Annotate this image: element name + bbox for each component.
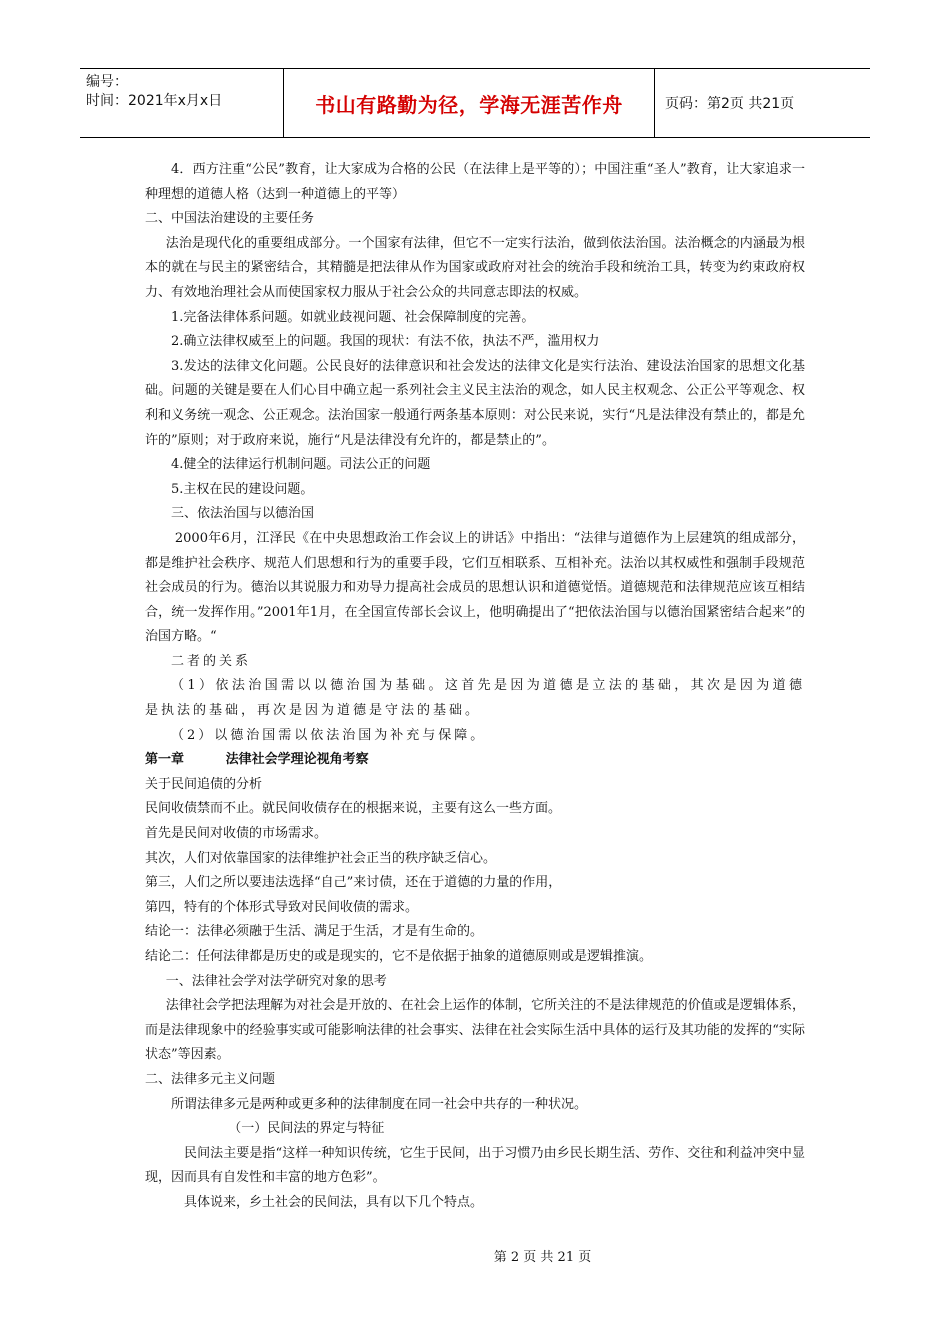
section-heading: 一、法律社会学对法学研究对象的思考	[165, 973, 387, 989]
document-number-label: 编号：	[86, 74, 128, 90]
page-header	[80, 68, 870, 138]
paragraph: 结论一：法律必须融于生活、满足于生活，才是有生命的。	[145, 924, 484, 940]
section-heading: 二、中国法治建设的主要任务	[145, 211, 315, 227]
paragraph: 民间收债禁而不止。就民间收债存在的根据来说，主要有这么一些方面。	[145, 801, 562, 817]
document-body	[145, 158, 805, 1216]
paragraph: （1）依法治国需以以德治国为基础。这首先是因为道德是立法的基础，其次是因为道德是执法的基础，再次是因为道德是守法的基础。	[145, 678, 805, 719]
paragraph: 关于民间追债的分析	[145, 776, 263, 792]
paragraph: 首先是民间对收债的市场需求。	[145, 826, 328, 842]
subsection-heading: 二者的关系	[171, 653, 252, 669]
section-heading: 二、法律多元主义问题	[145, 1071, 276, 1087]
list-item: 2.确立法律权威至上的问题。我国的现状：有法不依，执法不严，滥用权力	[171, 334, 600, 350]
list-item: 1.完备法律体系问题。如就业歧视问题、社会保障制度的完善。	[171, 309, 535, 325]
paragraph: 所谓法律多元是两种或更多种的法律制度在同一社会中共存的一种状况。	[171, 1096, 588, 1112]
header-left-cell	[80, 69, 283, 137]
paragraph: 第三，人们之所以要违法选择“自己”来讨债，还在于道德的力量的作用，	[145, 875, 562, 891]
chapter-label: 第一章	[145, 752, 185, 768]
list-item: 5.主权在民的建设问题。	[171, 481, 314, 497]
paragraph: 法律社会学把法理解为对社会是开放的、在社会上运作的体制，它所关注的不是法律规范的价值或是逻辑体系，而是法律现象中的经验事实或可能影响法律的社会事实、法律在社会实际生活中具体的运行及其功能的发挥的“实际状态”等因素。	[145, 998, 805, 1063]
paragraph: （2）以德治国需以依法治国为补充与保障。	[171, 727, 487, 743]
chapter-title: 法律社会学理论视角考察	[225, 752, 369, 768]
paragraph: 第四，特有的个体形式导致对民间收债的需求。	[145, 899, 419, 915]
paragraph: 民间法主要是指“这样一种知识传统，它生于民间，出于习惯乃由乡民长期生活、劳作、交往和利益冲突中显现，因而具有自发性和丰富的地方色彩”。	[145, 1145, 805, 1186]
paragraph: 其次，人们对依靠国家的法律维护社会正当的秩序缺乏信心。	[145, 850, 497, 866]
paragraph: 具体说来，乡土社会的民间法，具有以下几个特点。	[184, 1194, 484, 1210]
subsection-heading: （一）民间法的界定与特征	[228, 1121, 385, 1137]
list-item: 4.健全的法律运行机制问题。司法公正的问题	[171, 457, 431, 473]
header-page-number: 页码：第2页 共21页	[665, 96, 795, 112]
chapter-heading	[145, 748, 805, 773]
page-footer: 第 2 页 共 21 页	[493, 1250, 592, 1265]
list-item: 3.发达的法律文化问题。公民良好的法律意识和社会发达的法律文化是实行法治、建设法治国家的思想文化基础。问题的关键是要在人们心目中确立起一系列社会主义民主法治的观念，如人民主权观念、公正公平等观念、权利和义务统一观念、公正观念。法治国家一般通行两条基本原则：对公民来说，实行“凡是法律没有禁止的，都是允许的”原则；对于政府来说，施行“凡是法律没有允许的，都是禁止的”。	[145, 358, 805, 448]
paragraph: 2000年6月，江泽民《在中央思想政治工作会议上的讲话》中指出：“法律与道德作为上层建筑的组成部分，都是维护社会秩序、规范人们思想和行为的重要手段，它们互相联系、互相补充。法治以其权威性和强制手段规范社会成员的行为。德治以其说服力和劝导力提高社会成员的思想认识和道德觉悟。道德规范和法律规范应该互相结合，统一发挥作用。”2001年1月，在全国宣传部长会议上，他明确提出了“把依法治国与以德治国紧密结合起来”的治国方略。“	[145, 530, 805, 645]
paragraph: 4．西方注重“公民”教育，让大家成为合格的公民（在法律上是平等的）；中国注重“圣人”教育，让大家追求一种理想的道德人格（达到一种道德上的平等）	[145, 162, 805, 202]
document-date-label: 时间：2021年x月x日	[86, 93, 223, 109]
paragraph: 法治是现代化的重要组成部分。一个国家有法律，但它不一定实行法治，做到依法治国。法治概念的内涵最为根本的就在与民主的紧密结合，其精髓是把法律从作为国家或政府对社会的统治手段和统治工具，转变为约束政府权力、有效地治理社会从而使国家权力服从于社会公众的共同意志即法的权威。	[145, 235, 805, 300]
section-heading: 三、依法治国与以德治国	[171, 506, 315, 522]
paragraph: 结论二：任何法律都是历史的或是现实的，它不是依据于抽象的道德原则或是逻辑推演。	[145, 949, 653, 964]
header-motto: 书山有路勤为径，学海无涯苦作舟	[283, 69, 655, 137]
